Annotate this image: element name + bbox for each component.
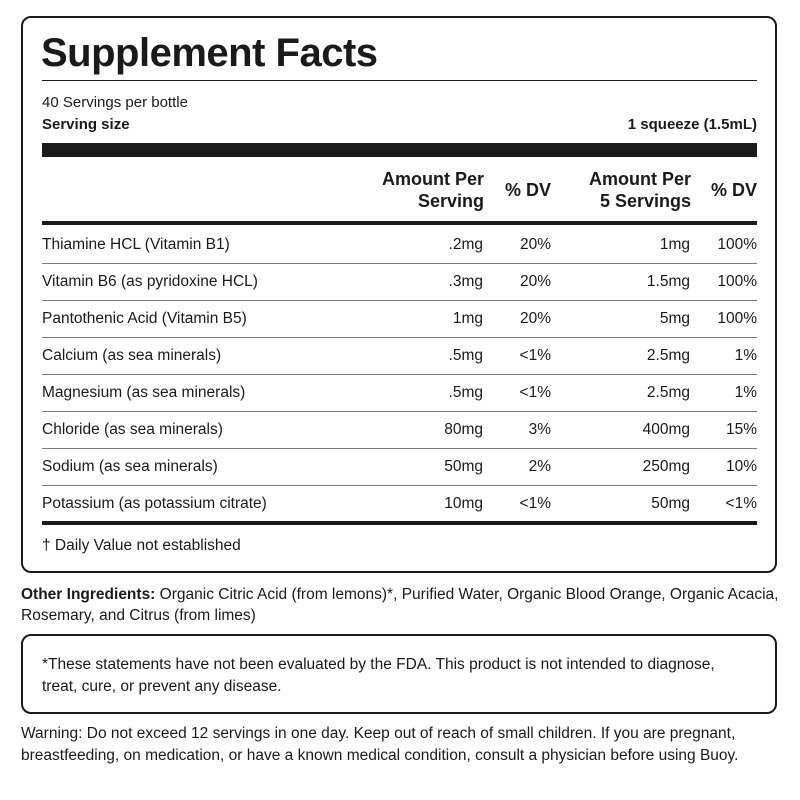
nutrient-row bbox=[42, 337, 757, 374]
nutrient-row bbox=[42, 300, 757, 337]
nutrient-amount: 80mg bbox=[444, 421, 483, 438]
nutrient-amount-5: 1.5mg bbox=[646, 273, 690, 290]
nutrient-name: Magnesium (as sea minerals) bbox=[42, 384, 246, 401]
servings-per-container: 40 Servings per bottle bbox=[42, 94, 188, 111]
nutrient-amount-5: 1mg bbox=[659, 236, 690, 253]
nutrient-amount: 50mg bbox=[444, 458, 483, 475]
nutrient-dv-5: 10% bbox=[725, 458, 757, 475]
header-dv-per-serving: % DV bbox=[504, 180, 551, 200]
nutrient-amount-5: 250mg bbox=[642, 458, 690, 475]
nutrient-amount-5: 400mg bbox=[642, 421, 690, 438]
nutrient-amount: .2mg bbox=[448, 236, 483, 253]
header-bottom-rule bbox=[42, 221, 757, 225]
nutrient-dv: <1% bbox=[519, 495, 551, 512]
nutrient-amount-5: 2.5mg bbox=[646, 384, 690, 401]
warning-text: Warning: Do not exceed 12 servings in one day. Keep out of reach of small children. If you are pregnant, breastfeeding, on medication, or have a known medical condition, consult a physician before using Buoy. bbox=[21, 725, 739, 764]
header-dv-per-5-servings: % DV bbox=[710, 180, 757, 200]
nutrient-name: Thiamine HCL (Vitamin B1) bbox=[42, 236, 230, 253]
header-thick-rule bbox=[42, 143, 757, 157]
title-rule bbox=[42, 80, 757, 81]
nutrient-dv-5: 100% bbox=[717, 273, 757, 290]
nutrient-dv: 20% bbox=[519, 273, 551, 290]
nutrient-dv-5: 100% bbox=[717, 236, 757, 253]
nutrient-row bbox=[42, 226, 757, 263]
nutrient-row bbox=[42, 411, 757, 448]
nutrient-dv: 20% bbox=[519, 236, 551, 253]
supplement-facts-panel bbox=[21, 16, 777, 573]
table-bottom-rule bbox=[42, 521, 757, 525]
nutrient-amount: .5mg bbox=[448, 384, 483, 401]
header-amount-per-5-servings bbox=[589, 168, 691, 212]
nutrient-dv: <1% bbox=[519, 384, 551, 401]
nutrient-dv: 2% bbox=[528, 458, 551, 475]
fda-disclaimer: *These statements have not been evaluated by the FDA. This product is not intended to diagnose, treat, cure, or prevent any disease. bbox=[42, 656, 715, 695]
header-amount-per-5-line2: 5 Servings bbox=[599, 191, 691, 211]
nutrient-row bbox=[42, 448, 757, 485]
nutrient-name: Sodium (as sea minerals) bbox=[42, 458, 218, 475]
nutrient-amount: .3mg bbox=[448, 273, 483, 290]
other-ingredients bbox=[21, 584, 781, 626]
serving-size-value: 1 squeeze (1.5mL) bbox=[627, 116, 757, 133]
nutrient-name: Chloride (as sea minerals) bbox=[42, 421, 223, 438]
other-ingredients-label: Other Ingredients: bbox=[21, 586, 156, 603]
nutrient-name: Calcium (as sea minerals) bbox=[42, 347, 222, 364]
serving-size-label: Serving size bbox=[42, 116, 130, 133]
nutrient-dv-5: <1% bbox=[725, 495, 757, 512]
header-amount-per-serving-line2: Serving bbox=[417, 191, 484, 211]
nutrient-dv: <1% bbox=[519, 347, 551, 364]
nutrient-name: Vitamin B6 (as pyridoxine HCL) bbox=[42, 273, 258, 290]
daily-value-footnote: † Daily Value not established bbox=[42, 537, 241, 554]
header-amount-per-serving bbox=[382, 168, 484, 212]
nutrient-dv-5: 15% bbox=[725, 421, 757, 438]
nutrient-name: Pantothenic Acid (Vitamin B5) bbox=[42, 310, 247, 327]
nutrient-dv: 20% bbox=[519, 310, 551, 327]
nutrient-name: Potassium (as potassium citrate) bbox=[42, 495, 267, 512]
nutrient-dv-5: 1% bbox=[734, 347, 757, 364]
nutrient-amount-5: 50mg bbox=[651, 495, 690, 512]
nutrient-dv-5: 100% bbox=[717, 310, 757, 327]
nutrient-dv: 3% bbox=[528, 421, 551, 438]
nutrient-row bbox=[42, 263, 757, 300]
panel-title: Supplement Facts bbox=[41, 31, 378, 75]
nutrient-dv-5: 1% bbox=[734, 384, 757, 401]
header-amount-per-serving-line1: Amount Per bbox=[381, 169, 484, 189]
nutrient-amount: 1mg bbox=[452, 310, 483, 327]
fda-disclaimer-box bbox=[21, 634, 777, 714]
other-ingredients-text: Organic Citric Acid (from lemons)*, Purified Water, Organic Blood Orange, Organic Acacia, Rosemary, and Citrus (from limes) bbox=[21, 586, 779, 624]
nutrient-row bbox=[42, 374, 757, 411]
nutrient-amount: .5mg bbox=[448, 347, 483, 364]
nutrient-amount-5: 2.5mg bbox=[646, 347, 690, 364]
header-amount-per-5-line1: Amount Per bbox=[588, 169, 691, 189]
nutrient-amount: 10mg bbox=[444, 495, 483, 512]
nutrient-amount-5: 5mg bbox=[659, 310, 690, 327]
nutrient-row bbox=[42, 485, 757, 522]
